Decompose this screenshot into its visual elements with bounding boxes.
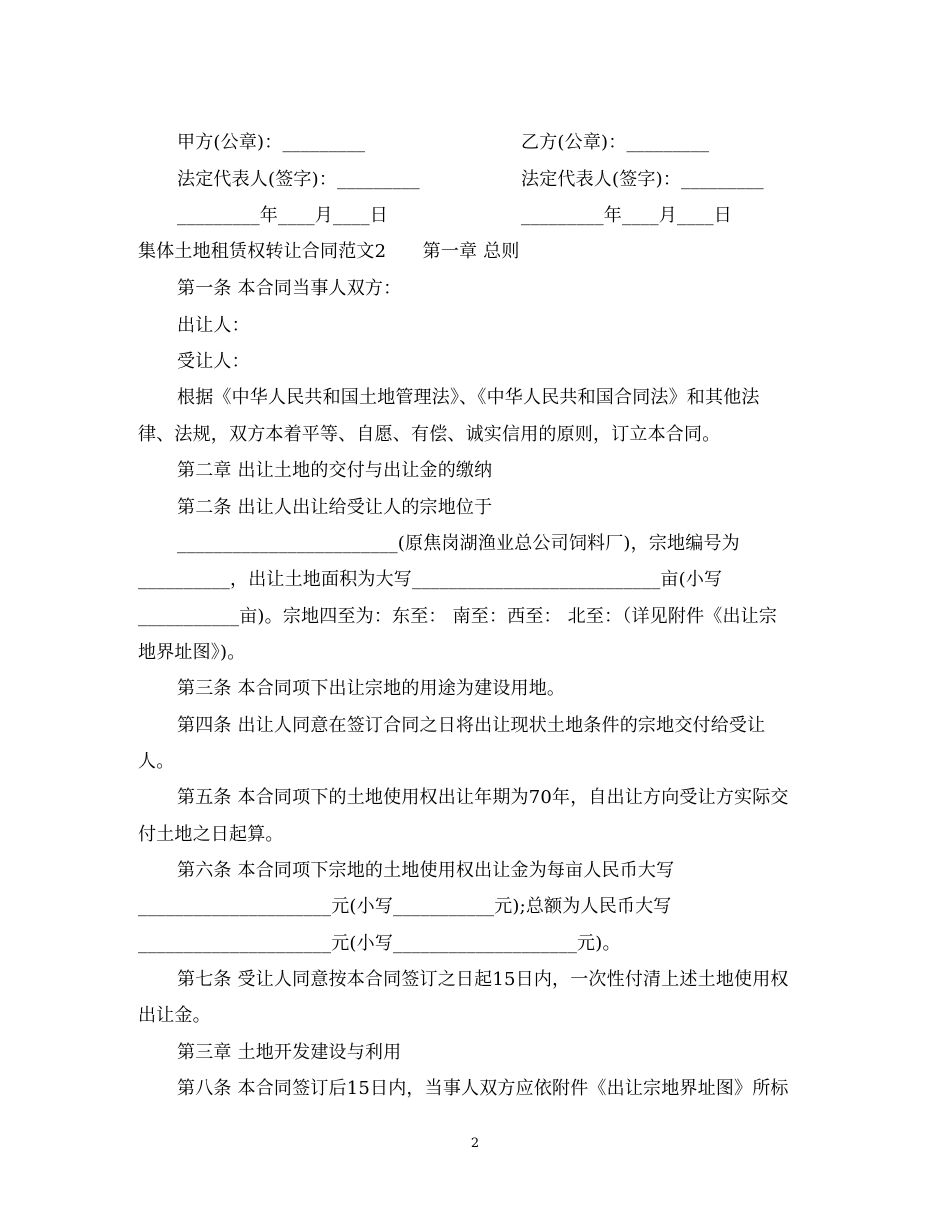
text-line: ________________________(原焦岗湖渔业总公司饲料厂)，宗地编号为 — [177, 533, 740, 554]
date-b: _________年____月____日 — [521, 205, 732, 226]
text-line: 付土地之日起算。 — [138, 824, 284, 845]
text-line: 出让金。 — [138, 1005, 211, 1026]
document-heading: 集体土地租赁权转让合同范文2 第一章 总则 — [138, 241, 520, 262]
text-line: 第二条 出让人出让给受让人的宗地位于 — [177, 497, 493, 518]
date-a: _________年____月____日 — [177, 205, 388, 226]
text-line: 地界址图》)。 — [138, 642, 246, 663]
text-line: 第七条 受让人同意按本合同签订之日起15日内，一次性付清上述土地使用权 — [177, 969, 789, 990]
text-line: 受让人： — [177, 351, 250, 372]
party-a-seal: 甲方(公章)：_________ — [177, 132, 366, 153]
party-b-seal: 乙方(公章)：_________ — [521, 132, 710, 153]
text-line: 根据《中华人民共和国土地管理法》、《中华人民共和国合同法》和其他法 — [177, 387, 760, 408]
text-line: 第五条 本合同项下的土地使用权出让年期为70年，自出让方向受让方实际交 — [177, 787, 789, 808]
text-line: 律、法规，双方本着平等、自愿、有偿、诚实信用的原则，订立本合同。 — [138, 424, 721, 445]
text-line: 第一条 本合同当事人双方： — [177, 278, 402, 299]
chapter-heading: 第三章 土地开发建设与利用 — [177, 1042, 402, 1063]
text-line: 第六条 本合同项下宗地的土地使用权出让金为每亩人民币大写 — [177, 860, 675, 881]
text-line: _____________________元(小写___________元);总额为人民币大写 — [138, 896, 672, 917]
representative-b: 法定代表人(签字)：_________ — [521, 169, 764, 190]
page-number: 2 — [470, 1136, 480, 1151]
text-line: 第三条 本合同项下出让宗地的用途为建设用地。 — [177, 678, 566, 699]
text-line: __________，出让土地面积为大写___________________________亩(小写 — [138, 569, 723, 590]
text-line: 第四条 出让人同意在签订合同之日将出让现状土地条件的宗地交付给受让 — [177, 715, 766, 736]
chapter-heading: 第二章 出让土地的交付与出让金的缴纳 — [177, 460, 493, 481]
text-line: ___________亩)。宗地四至为：东至： 南至：西至： 北至：（详见附件《出让宗 — [138, 606, 778, 627]
text-line: _____________________元(小写____________________元)。 — [138, 933, 621, 954]
representative-a: 法定代表人(签字)：_________ — [177, 169, 420, 190]
text-line: 人。 — [138, 751, 175, 772]
text-line: 出让人： — [177, 315, 250, 336]
text-line: 第八条 本合同签订后15日内，当事人双方应依附件《出让宗地界址图》所标 — [177, 1078, 789, 1099]
